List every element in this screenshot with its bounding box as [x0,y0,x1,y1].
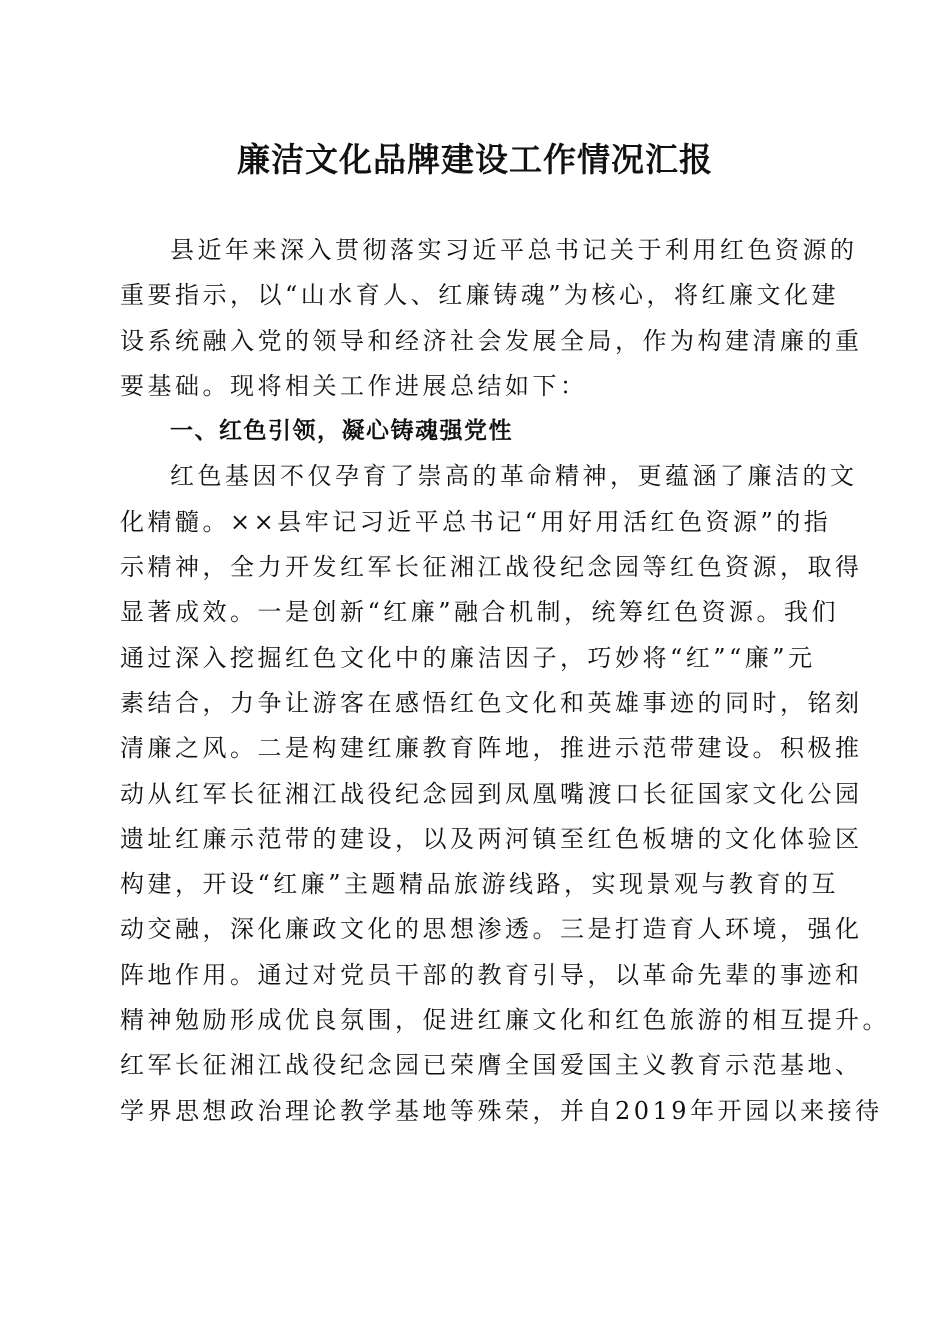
section-heading: 一、红色引领，凝心铸魂强党性 [170,418,513,445]
paragraph-line: 动交融，深化廉政文化的思想渗透。三是打造育人环境，强化 [120,915,863,944]
paragraph-line: 显著成效。一是创新“红廉”融合机制，统筹红色资源。我们 [120,598,840,627]
paragraph-line: 设系统融入党的领导和经济社会发展全局，作为构建清廉的重 [120,326,863,355]
paragraph-line: 构建，开设“红廉”主题精品旅游线路，实现景观与教育的互 [120,870,840,899]
paragraph-line: 阵地作用。通过对党员干部的教育引导，以革命先辈的事迹和 [120,960,863,989]
document-title: 廉洁文化品牌建设工作情况汇报 [237,140,713,179]
paragraph-line: 通过深入挖掘红色文化中的廉洁因子，巧妙将“红”“廉”元 [120,643,816,672]
paragraph-line: 县近年来深入贯彻落实习近平总书记关于利用红色资源的 [170,236,858,264]
paragraph-line: 红色基因不仅孕育了崇高的革命精神，更蕴涵了廉洁的文 [170,462,858,491]
paragraph-line: 精神勉励形成优良氛围，促进红廉文化和红色旅游的相互提升。 [120,1006,890,1035]
paragraph-line: 化精髓。××县牢记习近平总书记“用好用活红色资源”的指 [120,507,832,536]
document-body [120,228,890,1134]
paragraph-line: 素结合，力争让游客在感悟红色文化和英雄事迹的同时，铭刻 [120,688,863,717]
paragraph-line: 示精神，全力开发红军长征湘江战役纪念园等红色资源，取得 [120,553,863,582]
paragraph-line: 遗址红廉示范带的建设，以及两河镇至红色板塘的文化体验区 [120,824,863,853]
paragraph-line: 动从红军长征湘江战役纪念园到凤凰嘴渡口长征国家文化公园 [120,779,863,808]
paragraph-line: 清廉之风。二是构建红廉教育阵地，推进示范带建设。积极推 [120,734,863,763]
paragraph-line: 要基础。现将相关工作进展总结如下： [120,371,588,400]
paragraph-line: 红军长征湘江战役纪念园已荣膺全国爱国主义教育示范基地、 [120,1051,863,1080]
paragraph-line: 重要指示，以“山水育人、红廉铸魂”为核心，将红廉文化建 [120,281,840,310]
paragraph-line: 学界思想政治理论教学基地等殊荣，并自2019年开园以来接待 [120,1096,883,1125]
